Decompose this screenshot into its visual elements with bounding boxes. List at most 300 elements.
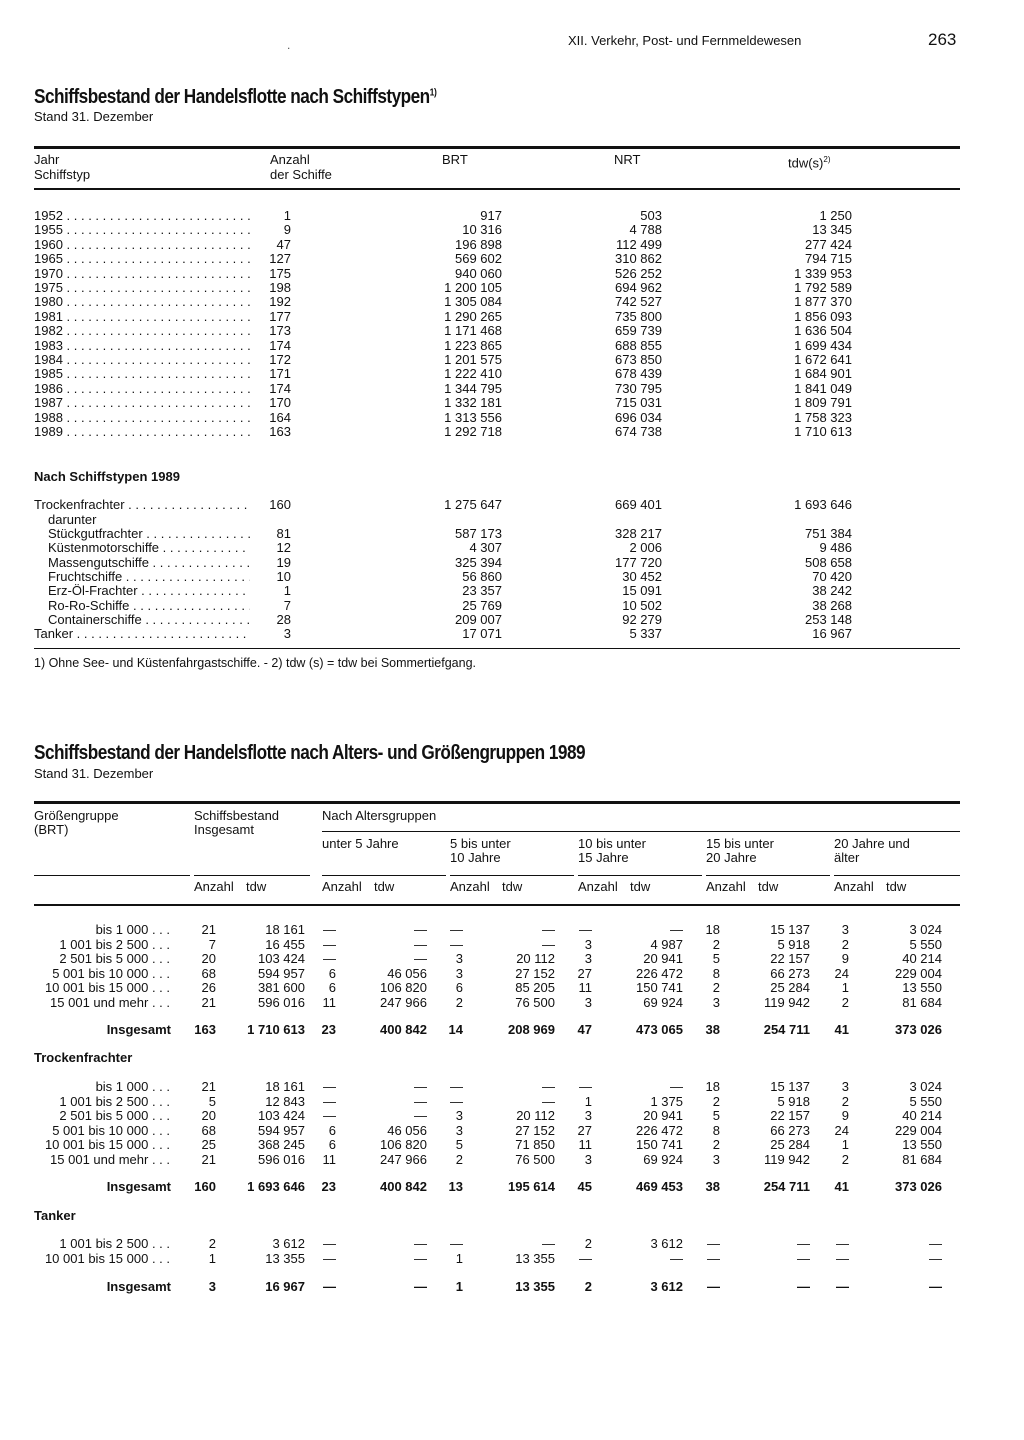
- year-label: 1986 . . .: [34, 382, 250, 396]
- t2-tdw-cell: —: [542, 936, 555, 952]
- t2-subheader-rule: [34, 875, 190, 876]
- t2-tdw-cell: 119 942: [763, 994, 810, 1010]
- table1-bottom-rule: [34, 648, 960, 649]
- year-label: 1984 . . .: [34, 353, 250, 367]
- t2-total-tdw: 1 693 646: [247, 1179, 305, 1194]
- t2-anzahl-cell: 6: [328, 965, 336, 981]
- t1-year-cell: 1 339 953: [794, 265, 852, 281]
- t1-year-cell: 192: [269, 294, 291, 310]
- t1-type-cell: 669 401: [615, 497, 662, 512]
- t2-tdw-cell: 25 284: [770, 1137, 810, 1152]
- t1-type-cell: 253 148: [805, 612, 852, 627]
- t2-anzahl-cell: 2: [841, 1093, 849, 1109]
- year-label: 1965 . . .: [34, 252, 250, 266]
- t2-total-tdw: —: [414, 1279, 427, 1294]
- t2-anzahl-cell: 11: [578, 1137, 592, 1152]
- t2-total-tdw: 254 711: [763, 1179, 810, 1194]
- t2-size-label: 5 001 bis 10 000 . . .: [52, 1122, 170, 1138]
- t2-anzahl-cell: 2: [841, 1151, 849, 1167]
- t2-total-tdw: 254 711: [763, 1022, 810, 1037]
- t1-type-cell: 7: [283, 598, 291, 613]
- t2-total-anzahl: 45: [577, 1179, 592, 1194]
- t1-type-cell: 5 337: [629, 626, 662, 641]
- t2-tdw-cell: 22 157: [770, 951, 810, 966]
- running-header: XII. Verkehr, Post- und Fernmeldewesen: [568, 33, 802, 48]
- t2-group-head-b: 15 Jahre: [578, 850, 629, 865]
- t1-head-col0-a: Jahr: [34, 152, 60, 167]
- t2-total-anzahl: 160: [194, 1179, 216, 1194]
- t1-year-cell: 10 316: [462, 222, 502, 238]
- t2-tdw-cell: 3 024: [909, 922, 942, 937]
- year-label: 1985 . . .: [34, 367, 250, 381]
- t2-tdw-cell: 596 016: [258, 1151, 305, 1167]
- t1-year-cell: 127: [269, 251, 291, 267]
- t2-subhead-tdw: tdw: [886, 879, 907, 894]
- t1-year-cell: 1 200 105: [444, 280, 502, 295]
- t2-total-anzahl: 3: [208, 1279, 216, 1294]
- t2-tdw-cell: —: [929, 1236, 942, 1251]
- table1-header-rule: [34, 188, 960, 190]
- t2-tdw-cell: 106 820: [380, 1137, 427, 1152]
- type-label: Stückgutfrachter . . .: [48, 527, 250, 541]
- t2-anzahl-cell: —: [450, 1236, 463, 1251]
- t2-total-anzahl: 14: [448, 1022, 463, 1037]
- t2-anzahl-cell: —: [323, 1251, 336, 1266]
- t2-anzahl-cell: 5: [712, 1108, 720, 1123]
- t1-year-cell: 1 841 049: [794, 380, 852, 396]
- t2-size-label: 2 501 bis 5 000 . . .: [59, 951, 170, 966]
- t2-total-anzahl: 38: [705, 1022, 720, 1037]
- table1-title: Schiffsbestand der Handelsflotte nach Schiffstypen$^{1)}$: [34, 86, 437, 108]
- t2-tdw-cell: 150 741: [636, 1137, 683, 1152]
- t2-total-anzahl: —: [836, 1279, 849, 1294]
- t1-year-cell: 688 855: [615, 337, 662, 353]
- t2-tdw-cell: 46 056: [387, 1122, 427, 1138]
- t2-tdw-cell: —: [414, 1108, 427, 1123]
- t2-tdw-cell: 13 355: [515, 1251, 555, 1266]
- t2-tdw-cell: 226 472: [636, 965, 683, 981]
- t1-head-col3: NRT: [614, 152, 641, 167]
- t2-tdw-cell: 226 472: [636, 1122, 683, 1138]
- t2-anzahl-cell: 1: [584, 1093, 592, 1109]
- t2-anzahl-cell: —: [450, 936, 463, 952]
- t1-type-cell: 328 217: [615, 526, 662, 541]
- t1-type-cell: 38 268: [812, 598, 852, 613]
- t2-tdw-cell: 18 161: [265, 1079, 305, 1094]
- t2-tdw-cell: 5 550: [909, 1093, 942, 1109]
- type-label: Ro-Ro-Schiffe . . .: [48, 599, 250, 613]
- t1-type-cell: 12: [276, 540, 291, 555]
- t2-total-tdw: 13 355: [515, 1279, 555, 1294]
- year-label: 1960 . . .: [34, 238, 250, 252]
- t2-group-head-b: 20 Jahre: [706, 850, 757, 865]
- t1-year-cell: 1 223 865: [444, 337, 502, 353]
- t2-subhead-anzahl: Anzahl: [322, 879, 362, 894]
- t2-tdw-cell: 20 112: [516, 1108, 555, 1123]
- t2-anzahl-cell: 6: [328, 1122, 336, 1138]
- t2-tdw-cell: 247 966: [380, 994, 427, 1010]
- t2-tdw-cell: 46 056: [387, 965, 427, 981]
- t2-subhead-tdw: tdw: [758, 879, 779, 894]
- t2-tdw-cell: —: [414, 1236, 427, 1251]
- t2-tdw-cell: 16 455: [265, 936, 305, 952]
- t2-tdw-cell: 71 850: [515, 1137, 555, 1152]
- t1-year-cell: 174: [269, 380, 291, 396]
- t1-type-cell: 38 242: [812, 583, 852, 598]
- t1-type-cell: 751 384: [805, 526, 852, 541]
- t1-year-cell: 173: [269, 323, 291, 339]
- t2-tdw-cell: 150 741: [636, 980, 683, 995]
- t2-anzahl-cell: 2: [712, 1137, 720, 1152]
- t2-tdw-cell: 106 820: [380, 980, 427, 995]
- t2-tdw-cell: 66 273: [770, 965, 810, 981]
- t1-type-cell: 92 279: [622, 612, 662, 627]
- t2-size-label: 10 001 bis 15 000 . . .: [44, 1251, 170, 1266]
- t2-size-label: 2 501 bis 5 000 . . .: [59, 1108, 170, 1123]
- t2-total-anzahl: 38: [705, 1179, 720, 1194]
- t1-year-cell: 1 758 323: [794, 409, 852, 425]
- t2-anzahl-cell: 2: [208, 1236, 216, 1251]
- t2-anzahl-cell: 11: [322, 994, 336, 1010]
- table2-header-rule: [34, 904, 960, 906]
- t2-anzahl-cell: 8: [712, 965, 720, 981]
- t2-total-anzahl: 23: [321, 1022, 336, 1037]
- t1-year-cell: 569 602: [455, 251, 502, 267]
- t2-anzahl-cell: 20: [201, 951, 216, 966]
- t2-anzahl-cell: 24: [834, 1122, 849, 1138]
- t1-year-cell: 674 738: [615, 424, 662, 439]
- t2-tdw-cell: 69 924: [643, 994, 683, 1010]
- t2-anzahl-cell: —: [323, 922, 336, 937]
- t1-year-cell: 163: [269, 424, 291, 439]
- t2-total-anzahl: 13: [448, 1179, 463, 1194]
- t2-subhead-tdw: tdw: [374, 879, 395, 894]
- t1-year-cell: 310 862: [615, 251, 662, 267]
- t2-anzahl-cell: —: [323, 936, 336, 952]
- t2-anzahl-cell: 1: [208, 1251, 216, 1266]
- t2-group-head-a: 5 bis unter: [450, 836, 511, 851]
- table1-top-rule: [34, 146, 960, 149]
- year-label: 1988 . . .: [34, 411, 250, 425]
- t1-type-cell: 1 693 646: [794, 497, 852, 512]
- t2-anzahl-cell: —: [323, 1236, 336, 1251]
- t2-head-age: Nach Altersgruppen: [322, 808, 437, 823]
- t2-anzahl-cell: —: [323, 1108, 336, 1123]
- t2-anzahl-cell: 2: [712, 980, 720, 995]
- year-label: 1989 . . .: [34, 425, 250, 439]
- t2-head-size-a: Größengruppe: [34, 808, 119, 823]
- t2-tdw-cell: 85 205: [515, 980, 555, 995]
- t2-anzahl-cell: —: [450, 1093, 463, 1109]
- t1-type-cell: 508 658: [805, 555, 852, 570]
- t2-size-label: 1 001 bis 2 500 . . .: [59, 1236, 170, 1251]
- t2-subhead-tdw: tdw: [246, 879, 267, 894]
- t2-tdw-cell: 103 424: [258, 951, 305, 966]
- t2-group-head-b: 10 Jahre: [450, 850, 501, 865]
- t2-tdw-cell: 13 550: [902, 980, 942, 995]
- t1-type-cell: 16 967: [812, 626, 852, 641]
- t2-total-tdw: 16 967: [265, 1279, 305, 1294]
- t2-tdw-cell: 13 355: [265, 1251, 305, 1266]
- t1-head-col0-b: Schiffstyp: [34, 167, 91, 182]
- t2-anzahl-cell: 3: [712, 994, 720, 1010]
- t1-year-cell: 1 699 434: [794, 337, 852, 353]
- t2-anzahl-cell: 3: [455, 1108, 463, 1123]
- t2-anzahl-cell: 3: [584, 994, 592, 1010]
- t2-anzahl-cell: —: [579, 922, 592, 937]
- t2-total-tdw: 400 842: [380, 1179, 427, 1194]
- year-label: 1982 . . .: [34, 324, 250, 338]
- t2-total-tdw: 400 842: [380, 1022, 427, 1037]
- table1-subtitle: Stand 31. Dezember: [34, 109, 154, 124]
- t2-section-heading: Trockenfrachter: [34, 1050, 133, 1065]
- t2-tdw-cell: —: [797, 1236, 810, 1251]
- t2-tdw-cell: —: [542, 1236, 555, 1251]
- year-label: 1980 . . .: [34, 295, 250, 309]
- t2-anzahl-cell: 2: [841, 994, 849, 1010]
- t2-anzahl-cell: —: [707, 1236, 720, 1251]
- t2-total-tdw: —: [929, 1279, 942, 1294]
- t1-type-cell: 1 275 647: [444, 497, 502, 512]
- t1-year-cell: 47: [276, 236, 291, 252]
- t2-anzahl-cell: —: [450, 1079, 463, 1094]
- t2-tdw-cell: 81 684: [902, 1151, 942, 1167]
- t2-tdw-cell: 18 161: [265, 922, 305, 937]
- t2-anzahl-cell: 25: [201, 1137, 216, 1152]
- t1-head-col1-b: der Schiffe: [270, 167, 332, 182]
- t2-anzahl-cell: 11: [578, 980, 592, 995]
- t2-anzahl-cell: 2: [584, 1236, 592, 1251]
- t2-subhead-anzahl: Anzahl: [834, 879, 874, 894]
- t2-tdw-cell: 27 152: [515, 1122, 555, 1138]
- t2-subhead-anzahl: Anzahl: [706, 879, 746, 894]
- t2-anzahl-cell: 7: [208, 936, 216, 952]
- t1-type-cell: 587 173: [455, 526, 502, 541]
- t2-anzahl-cell: 5: [455, 1137, 463, 1152]
- t2-anzahl-cell: 3: [841, 1079, 849, 1094]
- t1-year-cell: 526 252: [615, 265, 662, 281]
- t2-subheader-rule: [450, 875, 574, 876]
- t2-total-anzahl: —: [707, 1279, 720, 1294]
- t2-anzahl-cell: 3: [712, 1151, 720, 1167]
- page-number: 263: [928, 30, 957, 49]
- t2-tdw-cell: —: [542, 1079, 555, 1094]
- t2-subhead-tdw: tdw: [630, 879, 651, 894]
- t2-size-label: 10 001 bis 15 000 . . .: [44, 980, 170, 995]
- t2-anzahl-cell: 8: [712, 1122, 720, 1138]
- t1-year-cell: 1: [283, 208, 291, 223]
- t1-types-heading: Nach Schiffstypen 1989: [34, 469, 180, 484]
- t2-anzahl-cell: 68: [201, 965, 216, 981]
- t2-size-label: 10 001 bis 15 000 . . .: [44, 1137, 170, 1152]
- t1-year-cell: 917: [480, 208, 502, 223]
- t2-tdw-cell: 594 957: [258, 1122, 305, 1138]
- t1-year-cell: 1 877 370: [794, 294, 852, 310]
- t1-year-cell: 9: [283, 222, 291, 238]
- t2-anzahl-cell: 6: [328, 1137, 336, 1152]
- t2-anzahl-cell: 3: [455, 965, 463, 981]
- t1-type-cell: 160: [269, 497, 291, 512]
- t2-anzahl-cell: 6: [455, 980, 463, 995]
- type-label: Erz-Öl-Frachter . . .: [48, 584, 250, 598]
- t2-total-tdw: 195 614: [508, 1179, 555, 1194]
- t2-tdw-cell: 20 112: [516, 951, 555, 966]
- t1-head-col4: $tdw(s)^{2)}$: [788, 155, 831, 171]
- t2-tdw-cell: 596 016: [258, 994, 305, 1010]
- t1-year-cell: 1 201 575: [444, 352, 502, 367]
- t2-tdw-cell: 103 424: [258, 1108, 305, 1123]
- t2-anzahl-cell: 3: [584, 1151, 592, 1167]
- t1-year-cell: 1 250: [819, 208, 852, 223]
- table1-footnote: 1) Ohne See- und Küstenfahrgastschiffe. - 2) tdw (s) = tdw bei Sommertiefgang.: [34, 656, 477, 670]
- t2-anzahl-cell: —: [836, 1236, 849, 1251]
- t2-group-head-a: 10 bis unter: [578, 836, 646, 851]
- t2-anzahl-cell: 2: [712, 1093, 720, 1109]
- year-label: 1952 . . .: [34, 209, 250, 223]
- t2-size-label: 5 001 bis 10 000 . . .: [52, 965, 170, 981]
- t1-year-cell: 1 290 265: [444, 308, 502, 324]
- t1-year-cell: 175: [269, 265, 291, 281]
- t1-year-cell: 1 672 641: [794, 352, 852, 367]
- t2-anzahl-cell: 21: [201, 922, 216, 937]
- t1-year-cell: 794 715: [805, 251, 852, 267]
- t2-anzahl-cell: 9: [841, 951, 849, 966]
- t2-tdw-cell: 15 137: [770, 1079, 810, 1094]
- t2-tdw-cell: 381 600: [258, 980, 305, 995]
- t2-total-anzahl: 23: [321, 1179, 336, 1194]
- t2-tdw-cell: 40 214: [902, 951, 942, 966]
- year-label: 1955 . . .: [34, 223, 250, 237]
- t2-anzahl-cell: 18: [705, 1079, 720, 1094]
- t2-total-tdw: 373 026: [895, 1022, 942, 1037]
- t2-tdw-cell: 119 942: [763, 1151, 810, 1167]
- t2-anzahl-cell: 6: [328, 980, 336, 995]
- t1-year-cell: 1 710 613: [794, 424, 852, 439]
- t1-type-cell: 10: [276, 569, 291, 584]
- t1-type-cell: 2 006: [629, 540, 662, 555]
- t2-group-head-a: 20 Jahre und: [834, 836, 910, 851]
- t2-tdw-cell: —: [414, 1079, 427, 1094]
- t2-anzahl-cell: 1: [455, 1251, 463, 1266]
- t2-total-tdw: 208 969: [508, 1022, 555, 1037]
- t2-tdw-cell: 27 152: [515, 965, 555, 981]
- year-label: 1981 . . .: [34, 310, 250, 324]
- type-label: Massengutschiffe . . .: [48, 556, 250, 570]
- t2-tdw-cell: 1 375: [650, 1093, 683, 1109]
- t2-anzahl-cell: 3: [584, 936, 592, 952]
- t2-anzahl-cell: 3: [841, 922, 849, 937]
- t2-anzahl-cell: 2: [455, 1151, 463, 1167]
- t1-year-cell: 1 792 589: [794, 280, 852, 295]
- t2-tdw-cell: 229 004: [895, 965, 942, 981]
- t2-subheader-rule: [834, 875, 960, 876]
- t1-year-cell: 503: [640, 208, 662, 223]
- t2-anzahl-cell: 20: [201, 1108, 216, 1123]
- t2-subheader-rule: [194, 875, 310, 876]
- t1-year-cell: 659 739: [615, 323, 662, 339]
- t2-total-label: Insgesamt: [106, 1022, 171, 1037]
- t2-anzahl-cell: 26: [201, 980, 216, 995]
- t2-tdw-cell: 66 273: [770, 1122, 810, 1138]
- t2-tdw-cell: —: [414, 951, 427, 966]
- t2-total-anzahl: 163: [194, 1022, 216, 1037]
- t2-total-label: Insgesamt: [106, 1179, 171, 1194]
- t1-type-cell: 70 420: [812, 569, 852, 584]
- t2-anzahl-cell: —: [323, 1079, 336, 1094]
- t2-tdw-cell: —: [414, 1093, 427, 1109]
- t1-year-cell: 1 809 791: [794, 395, 852, 411]
- t1-year-cell: 112 499: [615, 236, 662, 252]
- t2-anzahl-cell: 27: [577, 1122, 592, 1138]
- t2-anzahl-cell: 18: [705, 922, 720, 937]
- t1-type-cell: 325 394: [455, 555, 502, 570]
- t2-tdw-cell: 25 284: [770, 980, 810, 995]
- t1-year-cell: 1 313 556: [444, 409, 502, 425]
- t2-tdw-cell: —: [670, 1079, 683, 1094]
- t1-year-cell: 1 292 718: [444, 424, 502, 439]
- t2-tdw-cell: 4 987: [650, 936, 683, 952]
- t2-anzahl-cell: 24: [834, 965, 849, 981]
- t1-type-cell: 1: [283, 583, 291, 598]
- t1-type-cell: 28: [276, 612, 291, 627]
- t2-subheader-rule: [706, 875, 830, 876]
- t1-type-cell: 23 357: [462, 583, 502, 598]
- year-label: 1975 . . .: [34, 281, 250, 295]
- t2-subhead-anzahl: Anzahl: [578, 879, 618, 894]
- t2-tdw-cell: 368 245: [258, 1137, 305, 1152]
- t1-year-cell: 742 527: [615, 294, 662, 310]
- type-label: Fruchtschiffe . . .: [48, 570, 250, 584]
- t1-year-cell: 1 222 410: [444, 366, 502, 382]
- t2-group-head-b: älter: [834, 850, 860, 865]
- type-label: Containerschiffe . . .: [48, 613, 250, 627]
- type-label: Küstenmotorschiffe . . .: [48, 541, 250, 555]
- t1-year-cell: 196 898: [455, 236, 502, 252]
- table2-top-rule: [34, 801, 960, 804]
- t2-tdw-cell: —: [797, 1251, 810, 1266]
- t2-subheader-rule: [322, 875, 446, 876]
- year-label: 1970 . . .: [34, 267, 250, 281]
- t2-anzahl-cell: 5: [712, 951, 720, 966]
- t2-subheader-rule: [578, 875, 702, 876]
- t2-tdw-cell: 81 684: [902, 994, 942, 1010]
- t2-size-label: bis 1 000 . . .: [95, 922, 170, 937]
- t2-anzahl-cell: —: [836, 1251, 849, 1266]
- t2-anzahl-cell: 21: [201, 1151, 216, 1167]
- t1-year-cell: 1 856 093: [794, 308, 852, 324]
- t2-head-total-a: Schiffsbestand: [194, 808, 280, 823]
- t2-group-head-a: unter 5 Jahre: [322, 836, 399, 851]
- t2-anzahl-cell: —: [579, 1251, 592, 1266]
- t1-year-cell: 735 800: [615, 308, 662, 324]
- t2-tdw-cell: 594 957: [258, 965, 305, 981]
- t1-year-cell: 198: [269, 280, 291, 295]
- t1-year-cell: 277 424: [805, 236, 852, 252]
- t2-total-tdw: 3 612: [650, 1279, 683, 1294]
- t2-group-head-a: 15 bis unter: [706, 836, 774, 851]
- t2-anzahl-cell: 27: [577, 965, 592, 981]
- t1-year-cell: 1 684 901: [794, 366, 852, 382]
- t1-type-cell: 10 502: [622, 598, 662, 613]
- t1-year-cell: 730 795: [615, 380, 662, 396]
- t1-type-cell: 4 307: [469, 540, 502, 555]
- t2-tdw-cell: 40 214: [902, 1108, 942, 1123]
- t2-tdw-cell: 3 024: [909, 1079, 942, 1094]
- t2-tdw-cell: 13 550: [902, 1137, 942, 1152]
- t1-head-col2: BRT: [442, 152, 468, 167]
- t2-tdw-cell: —: [670, 1251, 683, 1266]
- t2-anzahl-cell: 9: [841, 1108, 849, 1123]
